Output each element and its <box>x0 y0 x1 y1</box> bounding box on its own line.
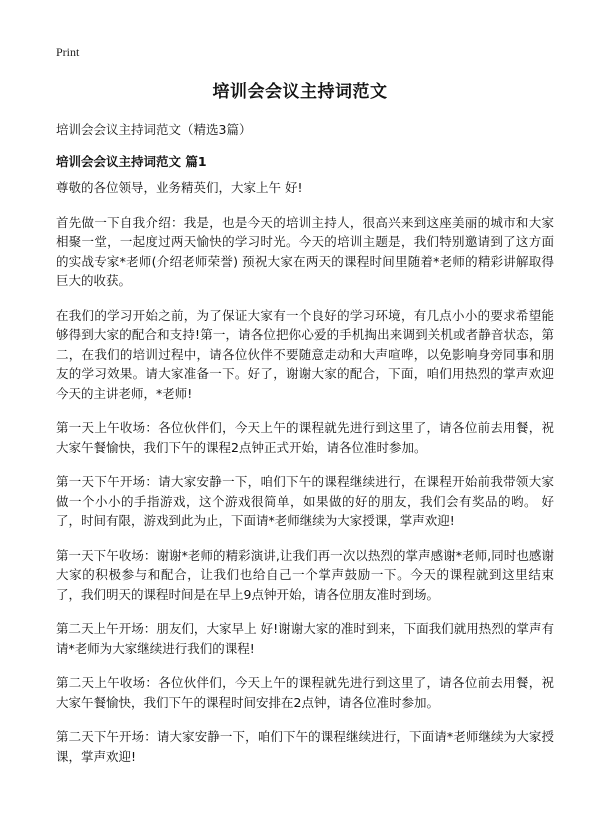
document-title: 培训会会议主持词范文 <box>212 82 388 102</box>
paragraph-day2-afternoon-open: 第二天下午开场：请大家安静一下，咱们下午的课程继续进行，下面请*老师继续为大家授课，掌声欢迎! <box>56 729 554 764</box>
document-subtitle: 培训会会议主持词范文（精选3篇） <box>56 122 252 137</box>
paragraph-introduction: 首先做一下自我介绍：我是，也是今天的培训主持人，很高兴来到这座美丽的城市和大家相聚一堂，一起度过两天愉快的学习时光。今天的培训主题是，我们特别邀请到了这方面的实战专家*老师(介绍老师荣誉) 预祝大家在两天的课程时间里随着*老师的精彩讲解取得巨大的收获。 <box>56 214 554 288</box>
paragraph-greeting: 尊敬的各位领导，业务精英们，大家上午 好! <box>56 180 303 195</box>
paragraph-day1-afternoon-open: 第一天下午开场：请大家安静一下，咱们下午的课程继续进行，在课程开始前我带领大家做一个小小的手指游戏，这个游戏很简单，如果做的好的朋友，我们会有奖品的哟。 好了，时间有限，游戏到此为止，下面请*老师继续为大家授课，掌声欢迎! <box>56 474 554 528</box>
paragraph-requirements: 在我们的学习开始之前，为了保证大家有一个良好的学习环境，有几点小小的要求希望能够得到大家的配合和支持!第一，请各位把你心爱的手机掏出来调到关机或者静音状态，第二，在我们的培训过程中，请各位伙伴不要随意走动和大声喧哗，以免影响身旁同事和朋友的学习效果。请大家准备一下。好了，谢谢大家的配合，下面，咱们用热烈的掌声欢迎今天的主讲老师，*老师! <box>56 307 554 401</box>
print-link[interactable]: Print <box>56 45 80 59</box>
paragraph-day2-morning-open: 第二天上午开场：朋友们，大家早上 好!谢谢大家的准时到来，下面我们就用热烈的掌声有请*老师为大家继续进行我们的课程! <box>56 621 554 656</box>
paragraph-day1-afternoon-close: 第一天下午收场：谢谢*老师的精彩演讲,让我们再一次以热烈的掌声感谢*老师,同时也感谢大家的积极参与和配合，让我们也给自己一个掌声鼓励一下。今天的课程就到这里结束了，我们明天的课程时间是在早上9点钟开始，请各位朋友准时到场。 <box>56 547 554 602</box>
document-body <box>56 178 554 781</box>
paragraph-day1-morning-close: 第一天上午收场：各位伙伴们，今天上午的课程就先进行到这里了，请各位前去用餐，祝大家午餐愉快，我们下午的课程2点钟正式开始，请各位准时参加。 <box>56 420 554 455</box>
section-heading: 培训会会议主持词范文 篇1 <box>56 154 207 169</box>
paragraph-day2-morning-close: 第二天上午收场：各位伙伴们，今天上午的课程就先进行到这里了，请各位前去用餐，祝大家午餐愉快，我们下午的课程时间安排在2点钟，请各位准时参加。 <box>56 675 554 710</box>
